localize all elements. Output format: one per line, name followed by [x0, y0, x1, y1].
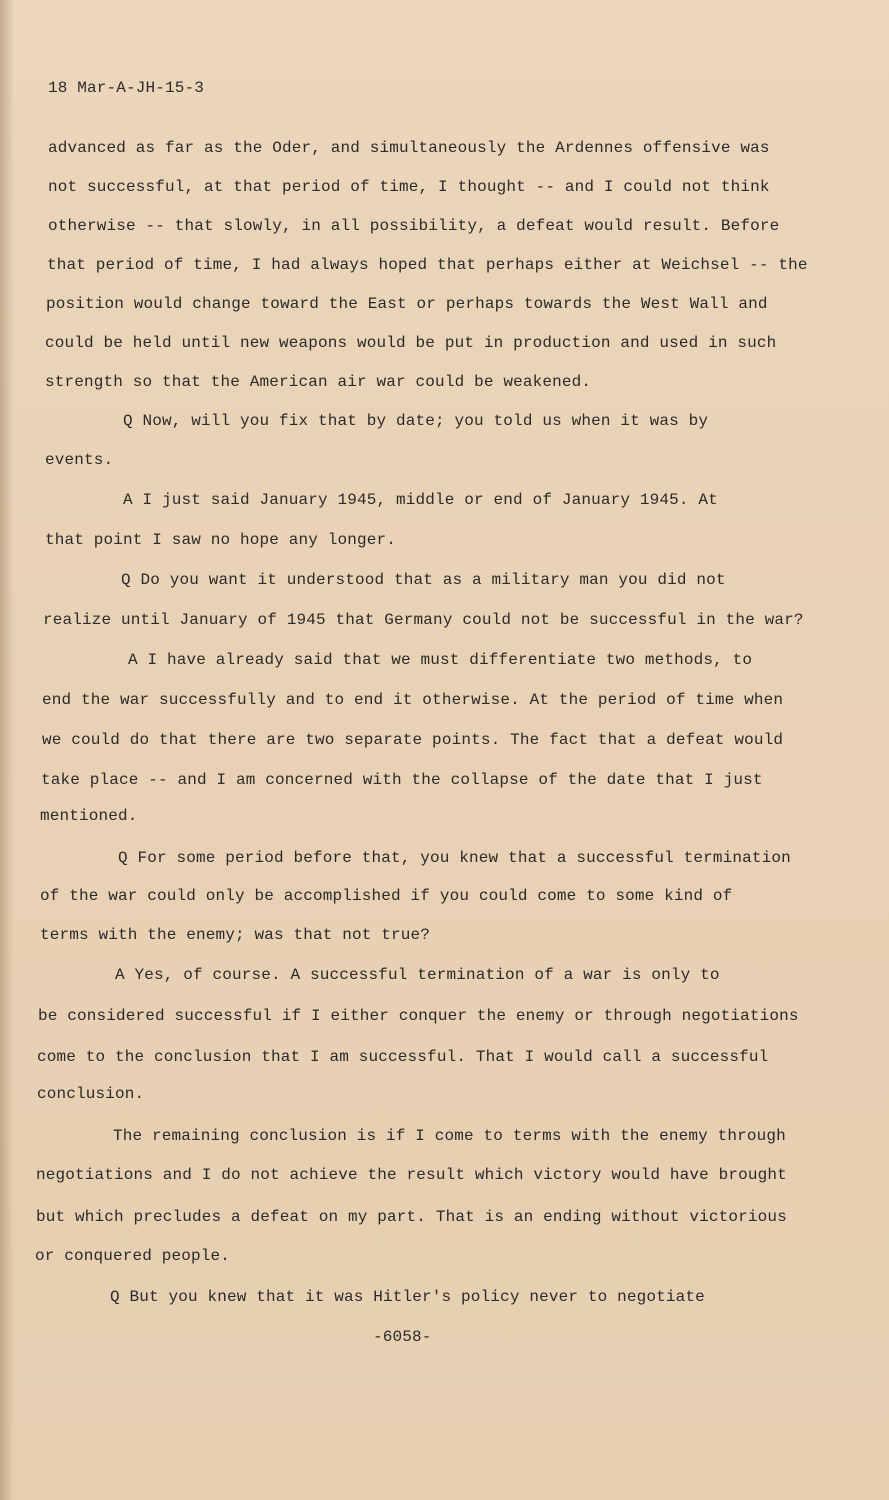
text-line: terms with the enemy; was that not true? [40, 926, 431, 944]
text-line: events. [45, 451, 114, 469]
text-line: could be held until new weapons would be put in production and used in such [45, 334, 777, 352]
text-line: mentioned. [40, 807, 138, 825]
page-number: -6058- [373, 1328, 432, 1346]
text-line: conclusion. [37, 1085, 145, 1103]
text-line: of the war could only be accomplished if you could come to some kind of [40, 887, 733, 905]
text-line: we could do that there are two separate points. The fact that a defeat would [42, 731, 784, 749]
text-line: that point I saw no hope any longer. [45, 531, 397, 549]
text-line: come to the conclusion that I am successful. That I would call a successful [37, 1048, 769, 1066]
question-line: Q Do you want it understood that as a military man you did not [121, 571, 726, 589]
question-line: Q For some period before that, you knew that a successful termination [118, 849, 791, 867]
paragraph-line: The remaining conclusion is if I come to terms with the enemy through [113, 1127, 786, 1145]
text-line: not successful, at that period of time, I thought -- and I could not think [48, 178, 770, 196]
text-line: advanced as far as the Oder, and simultaneously the Ardennes offensive was [48, 139, 770, 157]
answer-line: A Yes, of course. A successful termination of a war is only to [115, 966, 720, 984]
text-line: take place -- and I am concerned with the collapse of the date that I just [41, 771, 763, 789]
text-line: that period of time, I had always hoped that perhaps either at Weichsel -- the [47, 256, 808, 274]
page-edge-shadow [0, 0, 14, 1500]
text-line: be considered successful if I either conquer the enemy or through negotiations [38, 1007, 799, 1025]
text-line: negotiations and I do not achieve the result which victory would have brought [36, 1166, 787, 1184]
question-line: Q Now, will you fix that by date; you told us when it was by [123, 412, 709, 430]
text-line: but which precludes a defeat on my part. That is an ending without victorious [36, 1208, 787, 1226]
answer-line: A I have already said that we must differentiate two methods, to [128, 651, 753, 669]
document-header: 18 Mar-A-JH-15-3 [48, 79, 205, 97]
text-line: otherwise -- that slowly, in all possibility, a defeat would result. Before [48, 217, 780, 235]
text-line: end the war successfully and to end it otherwise. At the period of time when [42, 691, 784, 709]
text-line: strength so that the American air war could be weakened. [45, 373, 592, 391]
answer-line: A I just said January 1945, middle or end of January 1945. At [123, 491, 718, 509]
text-line: position would change toward the East or perhaps towards the West Wall and [46, 295, 768, 313]
question-line: Q But you knew that it was Hitler's policy never to negotiate [110, 1288, 705, 1306]
text-line: or conquered people. [35, 1247, 231, 1265]
text-line: realize until January of 1945 that Germany could not be successful in the war? [43, 611, 804, 629]
